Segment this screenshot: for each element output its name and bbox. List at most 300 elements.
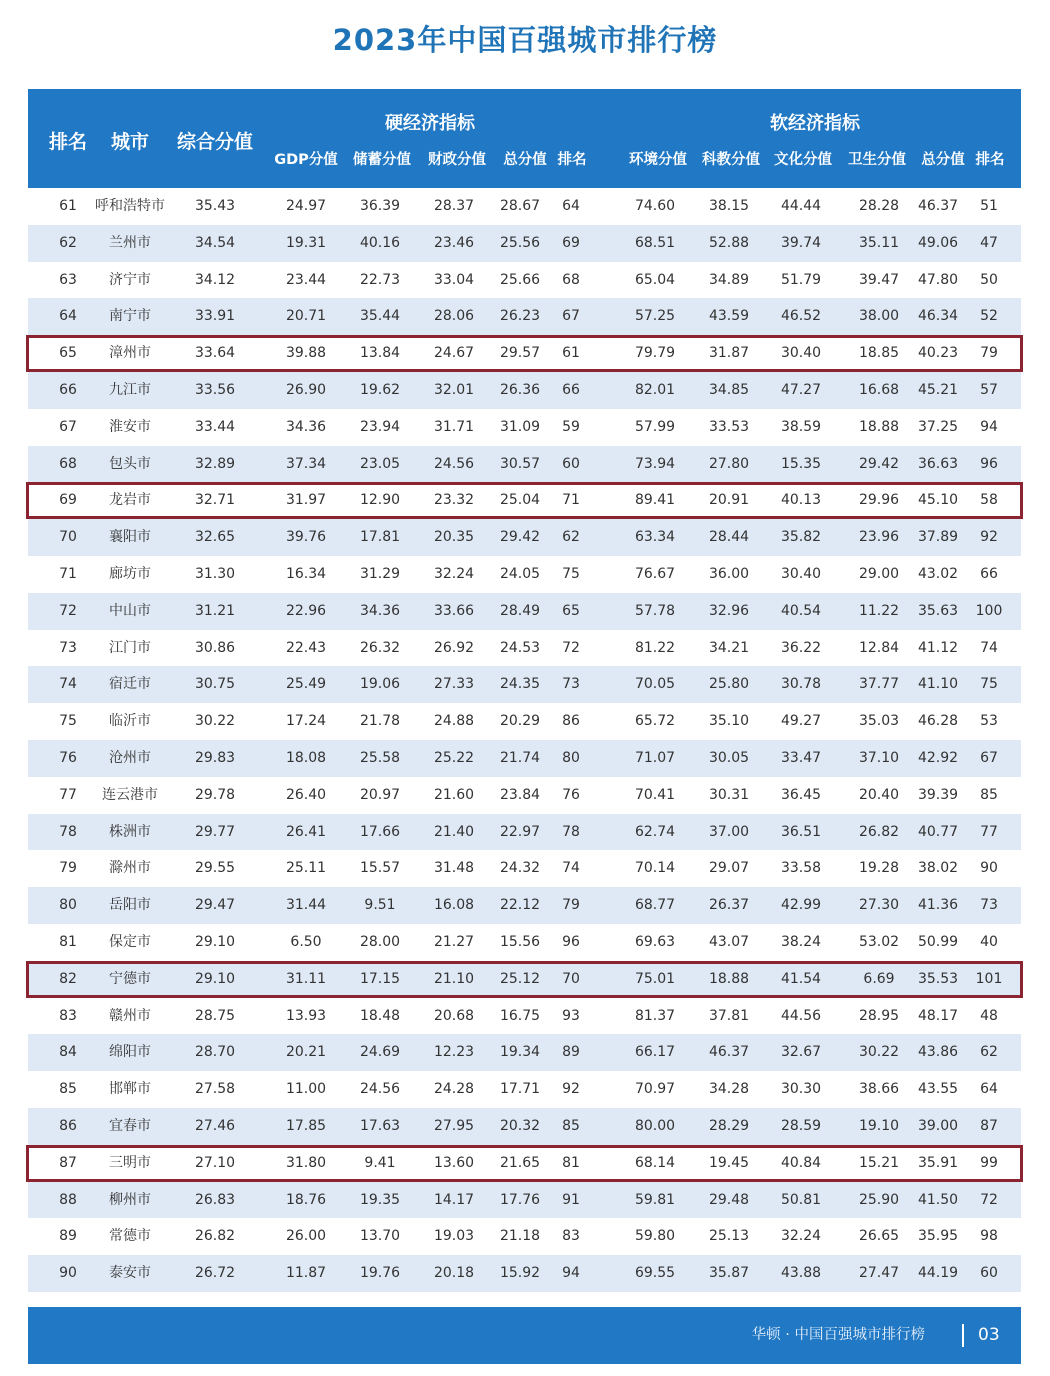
cell-culture: 30.40 — [780, 565, 822, 582]
cell-city: 九江市 — [109, 381, 151, 398]
cell-culture: 28.59 — [780, 1117, 822, 1134]
table-row — [28, 924, 1021, 961]
cell-composite: 32.71 — [194, 492, 236, 509]
cell-soft-total: 37.25 — [917, 418, 959, 435]
cell-rank: 75 — [59, 713, 77, 730]
cell-culture: 43.88 — [780, 1265, 822, 1282]
cell-soft-rank: 40 — [980, 933, 998, 950]
cell-hard-total: 30.57 — [499, 455, 541, 472]
cell-soft-total: 47.80 — [917, 271, 959, 288]
cell-env: 59.81 — [634, 1191, 676, 1208]
cell-composite: 35.43 — [194, 198, 236, 214]
cell-savings: 26.32 — [359, 639, 401, 656]
cell-city: 保定市 — [109, 933, 151, 950]
cell-fiscal: 19.03 — [433, 1228, 475, 1245]
header-gdp: GDP分值 — [274, 152, 338, 168]
table-row — [28, 777, 1021, 814]
cell-composite: 30.86 — [194, 639, 236, 656]
cell-gdp: 20.71 — [285, 308, 327, 325]
cell-hard-rank: 72 — [562, 639, 580, 656]
cell-health: 35.03 — [858, 713, 900, 730]
cell-edu: 35.87 — [708, 1265, 750, 1282]
cell-soft-total: 41.50 — [917, 1191, 959, 1208]
cell-env: 70.05 — [634, 676, 676, 693]
cell-env: 81.22 — [634, 639, 676, 656]
cell-culture: 46.52 — [780, 308, 822, 325]
cell-fiscal: 21.10 — [433, 970, 475, 987]
cell-soft-total: 46.34 — [917, 308, 959, 325]
cell-savings: 17.15 — [359, 970, 401, 987]
cell-rank: 85 — [59, 1081, 77, 1098]
cell-env: 68.51 — [634, 234, 676, 251]
cell-health: 37.77 — [858, 676, 900, 693]
cell-gdp: 13.93 — [285, 1007, 327, 1024]
cell-composite: 32.89 — [194, 455, 236, 472]
cell-hard-rank: 74 — [562, 860, 580, 877]
cell-rank: 68 — [59, 455, 77, 472]
cell-gdp: 25.49 — [285, 676, 327, 693]
cell-soft-total: 43.55 — [917, 1081, 959, 1098]
header-savings: 储蓄分值 — [353, 152, 411, 168]
cell-composite: 29.77 — [194, 823, 236, 840]
table-row — [28, 1108, 1021, 1145]
cell-fiscal: 33.04 — [433, 271, 475, 288]
cell-edu: 18.88 — [708, 970, 750, 987]
cell-fiscal: 24.56 — [433, 455, 475, 472]
cell-fiscal: 32.01 — [433, 381, 475, 398]
cell-fiscal: 25.22 — [433, 749, 475, 766]
cell-city: 柳州市 — [109, 1191, 151, 1208]
cell-composite: 26.83 — [194, 1191, 236, 1208]
cell-composite: 29.10 — [194, 970, 236, 987]
cell-city: 宜春市 — [109, 1117, 151, 1134]
cell-soft-rank: 50 — [980, 271, 998, 288]
table-row — [28, 998, 1021, 1035]
cell-hard-total: 22.12 — [499, 897, 541, 914]
cell-hard-rank: 76 — [562, 786, 580, 803]
cell-city: 宿迁市 — [109, 676, 151, 693]
cell-hard-total: 29.57 — [499, 345, 541, 362]
cell-savings: 31.29 — [359, 565, 401, 582]
cell-savings: 25.58 — [359, 749, 401, 766]
cell-rank: 77 — [59, 786, 77, 803]
cell-hard-rank: 65 — [562, 602, 580, 619]
cell-city: 江门市 — [109, 639, 151, 656]
cell-city: 包头市 — [109, 455, 151, 472]
page-number: 03 — [978, 1325, 1000, 1345]
cell-env: 65.04 — [634, 271, 676, 288]
cell-composite: 29.55 — [194, 860, 236, 877]
cell-hard-rank: 64 — [562, 198, 580, 214]
cell-savings: 13.70 — [359, 1228, 401, 1245]
cell-soft-rank: 67 — [980, 749, 998, 766]
cell-soft-rank: 66 — [980, 565, 998, 582]
cell-savings: 9.41 — [364, 1154, 396, 1171]
cell-soft-rank: 90 — [980, 860, 998, 877]
cell-culture: 40.13 — [780, 492, 822, 509]
cell-env: 63.34 — [634, 529, 676, 546]
cell-rank: 90 — [59, 1265, 77, 1282]
cell-health: 37.10 — [858, 749, 900, 766]
cell-fiscal: 33.66 — [433, 602, 475, 619]
footer-divider — [962, 1324, 964, 1347]
cell-fiscal: 31.71 — [433, 418, 475, 435]
cell-savings: 21.78 — [359, 713, 401, 730]
header-env: 环境分值 — [629, 152, 687, 168]
cell-soft-rank: 85 — [980, 786, 998, 803]
cell-env: 75.01 — [634, 970, 676, 987]
cell-culture: 36.51 — [780, 823, 822, 840]
table-row — [28, 225, 1021, 262]
cell-health: 18.88 — [858, 418, 900, 435]
cell-culture: 15.35 — [780, 455, 822, 472]
cell-fiscal: 21.60 — [433, 786, 475, 803]
cell-hard-total: 28.49 — [499, 602, 541, 619]
cell-soft-total: 43.86 — [917, 1044, 959, 1061]
cell-hard-rank: 94 — [562, 1265, 580, 1282]
cell-culture: 38.59 — [780, 418, 822, 435]
cell-soft-total: 46.28 — [917, 713, 959, 730]
cell-env: 66.17 — [634, 1044, 676, 1061]
cell-hard-rank: 73 — [562, 676, 580, 693]
cell-fiscal: 14.17 — [433, 1191, 475, 1208]
cell-rank: 61 — [59, 198, 77, 214]
cell-hard-total: 24.05 — [499, 565, 541, 582]
cell-soft-rank: 53 — [980, 713, 998, 730]
header-culture: 文化分值 — [774, 152, 832, 168]
cell-rank: 74 — [59, 676, 77, 693]
cell-rank: 69 — [59, 492, 77, 509]
cell-hard-rank: 89 — [562, 1044, 580, 1061]
cell-fiscal: 24.88 — [433, 713, 475, 730]
cell-hard-rank: 67 — [562, 308, 580, 325]
cell-composite: 31.30 — [194, 565, 236, 582]
table-row — [28, 666, 1021, 703]
cell-culture: 50.81 — [780, 1191, 822, 1208]
cell-savings: 19.35 — [359, 1191, 401, 1208]
cell-soft-rank: 73 — [980, 897, 998, 914]
cell-env: 65.72 — [634, 713, 676, 730]
cell-soft-total: 39.39 — [917, 786, 959, 803]
cell-city: 龙岩市 — [109, 492, 151, 509]
cell-fiscal: 23.32 — [433, 492, 475, 509]
cell-hard-total: 20.29 — [499, 713, 541, 730]
cell-hard-rank: 85 — [562, 1117, 580, 1134]
cell-culture: 41.54 — [780, 970, 822, 987]
header-hard-total: 总分值 — [503, 152, 547, 168]
cell-gdp: 26.40 — [285, 786, 327, 803]
cell-env: 69.55 — [634, 1265, 676, 1282]
cell-savings: 24.56 — [359, 1081, 401, 1098]
table-row — [28, 887, 1021, 924]
cell-edu: 34.85 — [708, 381, 750, 398]
cell-env: 57.78 — [634, 602, 676, 619]
cell-rank: 83 — [59, 1007, 77, 1024]
cell-city: 邯郸市 — [109, 1081, 151, 1098]
header-composite: 综合分值 — [176, 131, 253, 153]
cell-hard-rank: 61 — [562, 345, 580, 362]
cell-health: 38.66 — [858, 1081, 900, 1098]
cell-culture: 30.30 — [780, 1081, 822, 1098]
cell-hard-total: 21.18 — [499, 1228, 541, 1245]
cell-hard-total: 26.23 — [499, 308, 541, 325]
cell-soft-total: 35.91 — [917, 1154, 959, 1171]
table-body — [28, 188, 1021, 1292]
cell-hard-rank: 68 — [562, 271, 580, 288]
cell-composite: 33.56 — [194, 381, 236, 398]
cell-gdp: 34.36 — [285, 418, 327, 435]
cell-soft-total: 40.77 — [917, 823, 959, 840]
cell-gdp: 26.41 — [285, 823, 327, 840]
cell-soft-rank: 51 — [980, 198, 998, 214]
cell-health: 20.40 — [858, 786, 900, 803]
cell-soft-total: 43.02 — [917, 565, 959, 582]
cell-rank: 65 — [59, 345, 77, 362]
cell-composite: 27.58 — [194, 1081, 236, 1098]
cell-composite: 30.22 — [194, 713, 236, 730]
cell-city: 南宁市 — [109, 308, 151, 325]
cell-composite: 33.64 — [194, 345, 236, 362]
cell-hard-rank: 59 — [562, 418, 580, 435]
table-row — [28, 593, 1021, 630]
cell-soft-rank: 52 — [980, 308, 998, 325]
cell-composite: 34.12 — [194, 271, 236, 288]
cell-soft-rank: 57 — [980, 381, 998, 398]
cell-soft-total: 41.12 — [917, 639, 959, 656]
cell-culture: 44.44 — [780, 198, 822, 214]
table-row — [28, 1071, 1021, 1108]
cell-hard-rank: 78 — [562, 823, 580, 840]
table-row — [28, 740, 1021, 777]
cell-hard-total: 28.67 — [499, 198, 541, 214]
table-row — [28, 630, 1021, 667]
cell-hard-total: 15.92 — [499, 1265, 541, 1282]
cell-savings: 22.73 — [359, 271, 401, 288]
cell-env: 70.41 — [634, 786, 676, 803]
cell-composite: 28.75 — [194, 1007, 236, 1024]
cell-savings: 17.81 — [359, 529, 401, 546]
footer-source: 华顿 · 中国百强城市排行榜 — [751, 1327, 925, 1343]
cell-composite: 33.91 — [194, 308, 236, 325]
cell-health: 29.00 — [858, 565, 900, 582]
cell-soft-rank: 74 — [980, 639, 998, 656]
cell-edu: 26.37 — [708, 897, 750, 914]
cell-hard-rank: 86 — [562, 713, 580, 730]
cell-env: 80.00 — [634, 1117, 676, 1134]
cell-fiscal: 24.67 — [433, 345, 475, 362]
cell-rank: 86 — [59, 1117, 77, 1134]
cell-soft-total: 42.92 — [917, 749, 959, 766]
cell-composite: 30.75 — [194, 676, 236, 693]
table-row-highlighted — [28, 961, 1021, 998]
header-soft-total: 总分值 — [921, 152, 965, 168]
cell-city: 连云港市 — [102, 786, 158, 803]
cell-env: 79.79 — [634, 345, 676, 362]
cell-edu: 36.00 — [708, 565, 750, 582]
cell-composite: 27.46 — [194, 1117, 236, 1134]
cell-soft-total: 44.19 — [917, 1265, 959, 1282]
cell-soft-rank: 48 — [980, 1007, 998, 1024]
cell-hard-rank: 83 — [562, 1228, 580, 1245]
cell-city: 赣州市 — [109, 1007, 151, 1024]
table-row — [28, 372, 1021, 409]
cell-gdp: 39.88 — [285, 345, 327, 362]
cell-culture: 38.24 — [780, 933, 822, 950]
cell-edu: 37.00 — [708, 823, 750, 840]
table-row — [28, 1182, 1021, 1219]
cell-hard-rank: 75 — [562, 565, 580, 582]
cell-rank: 88 — [59, 1191, 77, 1208]
cell-soft-total: 38.02 — [917, 860, 959, 877]
cell-city: 中山市 — [109, 602, 151, 619]
cell-city: 株洲市 — [109, 823, 151, 840]
cell-health: 35.11 — [858, 234, 900, 251]
cell-edu: 30.31 — [708, 786, 750, 803]
cell-culture: 35.82 — [780, 529, 822, 546]
cell-soft-total: 35.63 — [917, 602, 959, 619]
cell-savings: 12.90 — [359, 492, 401, 509]
cell-city: 呼和浩特市 — [95, 198, 165, 214]
cell-fiscal: 26.92 — [433, 639, 475, 656]
cell-culture: 40.84 — [780, 1154, 822, 1171]
cell-culture: 33.47 — [780, 749, 822, 766]
cell-gdp: 18.08 — [285, 749, 327, 766]
cell-culture: 36.45 — [780, 786, 822, 803]
cell-rank: 81 — [59, 933, 77, 950]
cell-soft-rank: 58 — [980, 492, 998, 509]
cell-health: 6.69 — [863, 970, 895, 987]
header-health: 卫生分值 — [848, 152, 906, 168]
cell-gdp: 39.76 — [285, 529, 327, 546]
cell-savings: 40.16 — [359, 234, 401, 251]
cell-fiscal: 23.46 — [433, 234, 475, 251]
cell-hard-total: 25.66 — [499, 271, 541, 288]
cell-rank: 64 — [59, 308, 77, 325]
cell-soft-total: 46.37 — [917, 198, 959, 214]
cell-culture: 33.58 — [780, 860, 822, 877]
cell-gdp: 11.00 — [285, 1081, 327, 1098]
cell-edu: 34.28 — [708, 1081, 750, 1098]
cell-hard-total: 15.56 — [499, 933, 541, 950]
cell-hard-rank: 69 — [562, 234, 580, 251]
cell-env: 73.94 — [634, 455, 676, 472]
cell-gdp: 25.11 — [285, 860, 327, 877]
cell-culture: 39.74 — [780, 234, 822, 251]
cell-soft-rank: 94 — [980, 418, 998, 435]
cell-savings: 23.05 — [359, 455, 401, 472]
cell-city: 宁德市 — [109, 970, 151, 987]
cell-env: 57.25 — [634, 308, 676, 325]
cell-hard-rank: 62 — [562, 529, 580, 546]
table-row — [28, 1255, 1021, 1292]
cell-env: 69.63 — [634, 933, 676, 950]
cell-env: 76.67 — [634, 565, 676, 582]
cell-hard-rank: 60 — [562, 455, 580, 472]
cell-soft-rank: 75 — [980, 676, 998, 693]
cell-soft-rank: 96 — [980, 455, 998, 472]
cell-savings: 34.36 — [359, 602, 401, 619]
cell-savings: 35.44 — [359, 308, 401, 325]
cell-fiscal: 21.27 — [433, 933, 475, 950]
cell-savings: 36.39 — [359, 198, 401, 214]
cell-culture: 44.56 — [780, 1007, 822, 1024]
cell-edu: 33.53 — [708, 418, 750, 435]
cell-soft-rank: 47 — [980, 234, 998, 251]
cell-hard-total: 25.56 — [499, 234, 541, 251]
cell-city: 岳阳市 — [109, 897, 151, 914]
cell-city: 泰安市 — [109, 1265, 151, 1282]
table-row-highlighted — [28, 335, 1021, 372]
cell-city: 绵阳市 — [109, 1044, 151, 1061]
cell-soft-rank: 99 — [980, 1154, 998, 1171]
cell-hard-rank: 92 — [562, 1081, 580, 1098]
cell-hard-total: 23.84 — [499, 786, 541, 803]
cell-hard-total: 19.34 — [499, 1044, 541, 1061]
cell-gdp: 37.34 — [285, 455, 327, 472]
cell-edu: 34.89 — [708, 271, 750, 288]
cell-rank: 89 — [59, 1228, 77, 1245]
cell-composite: 28.70 — [194, 1044, 236, 1061]
cell-hard-rank: 91 — [562, 1191, 580, 1208]
cell-env: 71.07 — [634, 749, 676, 766]
cell-soft-rank: 101 — [975, 970, 1003, 987]
cell-edu: 38.15 — [708, 198, 750, 214]
table-row — [28, 850, 1021, 887]
cell-hard-total: 21.74 — [499, 749, 541, 766]
cell-soft-total: 36.63 — [917, 455, 959, 472]
cell-city: 漳州市 — [109, 345, 151, 362]
cell-fiscal: 13.60 — [433, 1154, 475, 1171]
cell-fiscal: 20.68 — [433, 1007, 475, 1024]
cell-gdp: 20.21 — [285, 1044, 327, 1061]
cell-gdp: 31.97 — [285, 492, 327, 509]
cell-edu: 35.10 — [708, 713, 750, 730]
cell-gdp: 11.87 — [285, 1265, 327, 1282]
cell-gdp: 31.11 — [285, 970, 327, 987]
cell-hard-total: 21.65 — [499, 1154, 541, 1171]
cell-soft-rank: 64 — [980, 1081, 998, 1098]
cell-culture: 32.67 — [780, 1044, 822, 1061]
cell-composite: 29.10 — [194, 933, 236, 950]
cell-health: 26.82 — [858, 823, 900, 840]
cell-gdp: 17.24 — [285, 713, 327, 730]
cell-city: 廊坊市 — [109, 565, 151, 582]
cell-gdp: 26.90 — [285, 381, 327, 398]
cell-composite: 29.83 — [194, 749, 236, 766]
cell-edu: 34.21 — [708, 639, 750, 656]
cell-culture: 47.27 — [780, 381, 822, 398]
cell-soft-rank: 60 — [980, 1265, 998, 1282]
cell-savings: 19.62 — [359, 381, 401, 398]
cell-edu: 32.96 — [708, 602, 750, 619]
table-row — [28, 188, 1021, 225]
cell-health: 26.65 — [858, 1228, 900, 1245]
cell-city: 常德市 — [109, 1228, 151, 1245]
table-row — [28, 1034, 1021, 1071]
cell-soft-rank: 79 — [980, 345, 998, 362]
cell-savings: 19.06 — [359, 676, 401, 693]
cell-edu: 46.37 — [708, 1044, 750, 1061]
cell-hard-total: 25.04 — [499, 492, 541, 509]
cell-env: 70.97 — [634, 1081, 676, 1098]
cell-city: 济宁市 — [109, 271, 151, 288]
cell-rank: 67 — [59, 418, 77, 435]
table-row — [28, 409, 1021, 446]
cell-city: 兰州市 — [109, 234, 151, 251]
cell-fiscal: 27.95 — [433, 1117, 475, 1134]
cell-soft-total: 45.10 — [917, 492, 959, 509]
cell-health: 39.47 — [858, 271, 900, 288]
